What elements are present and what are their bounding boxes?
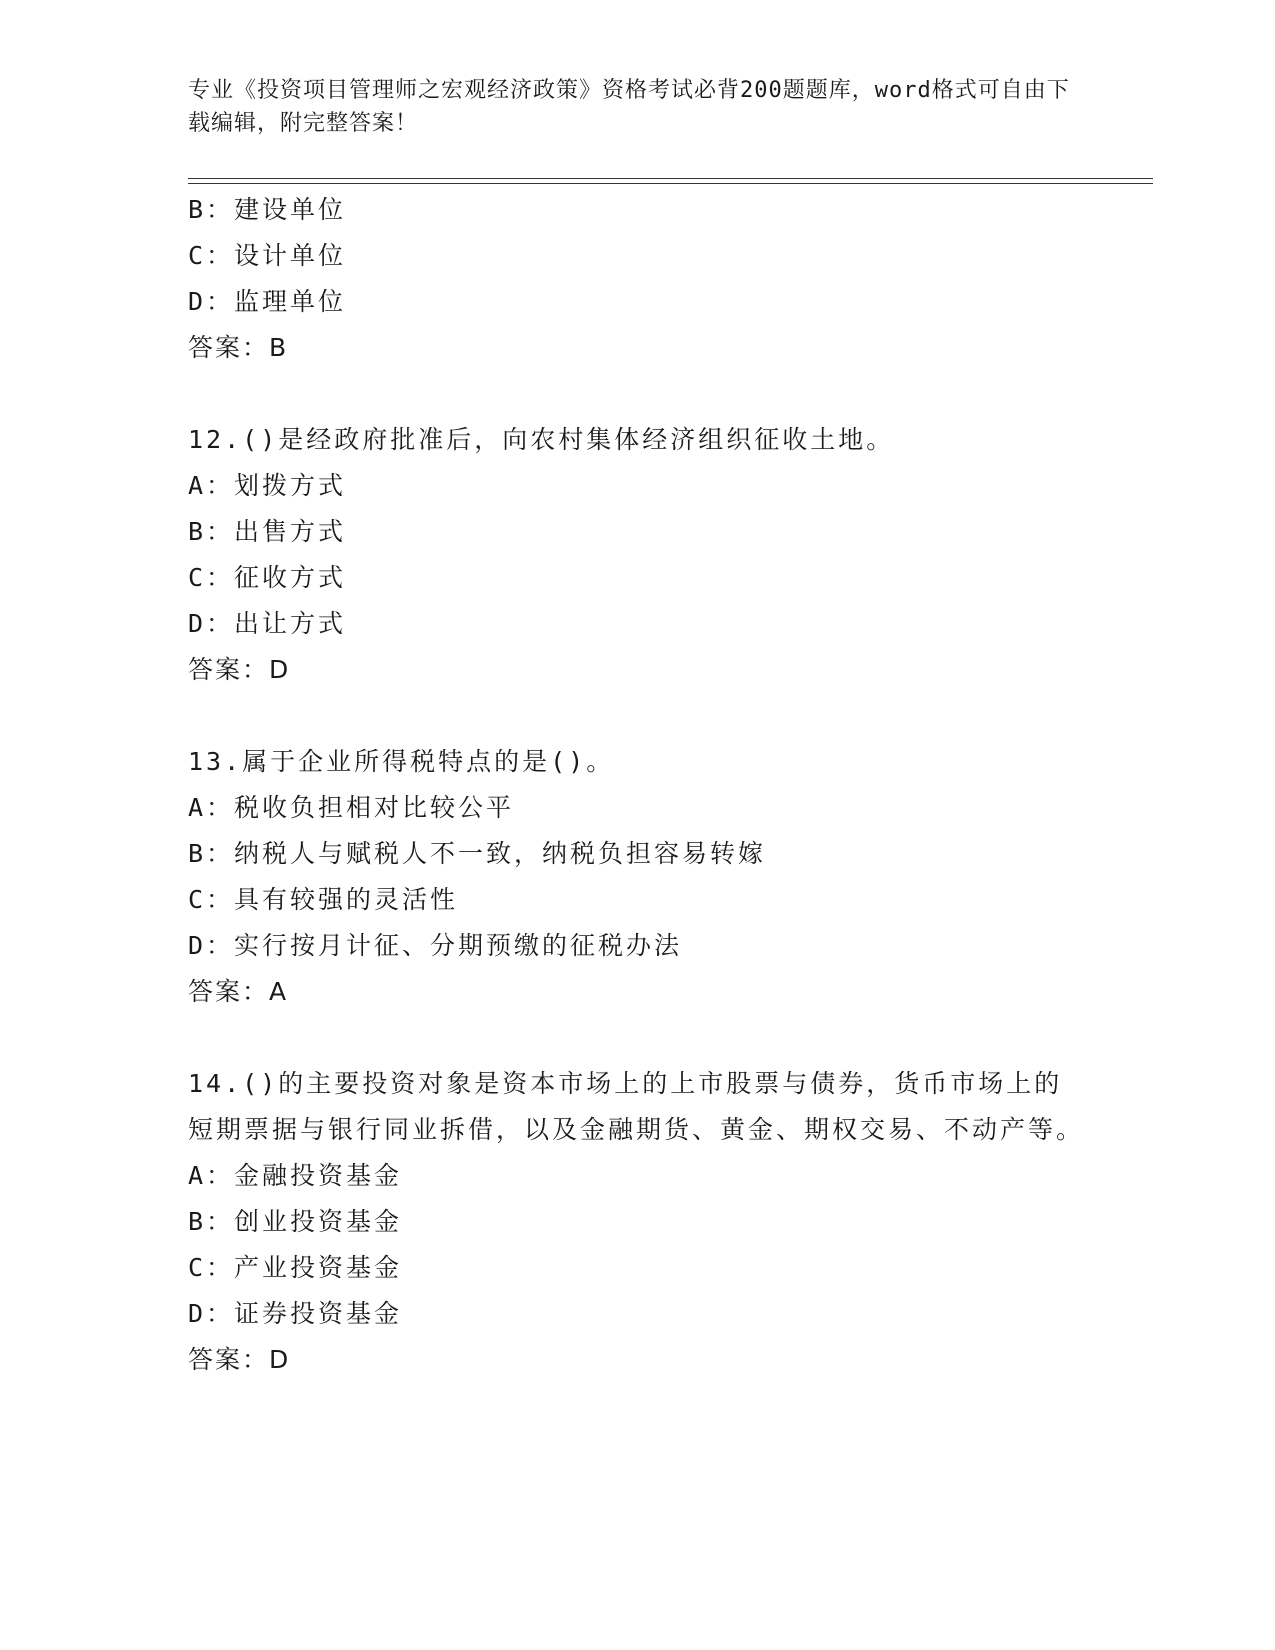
option-d: D：证券投资基金 xyxy=(188,1299,403,1328)
question-stem: 12.()是经政府批准后，向农村集体经济组织征收土地。 xyxy=(188,425,895,454)
question-12 xyxy=(188,417,1088,693)
question-stem: 14.()的主要投资对象是资本市场上的上市股票与债券，货币市场上的短期票据与银行同业拆借，以及金融期货、黄金、期权交易、不动产等。 xyxy=(188,1069,1085,1144)
option-a: A：划拨方式 xyxy=(188,471,347,500)
header-divider-bottom xyxy=(188,183,1153,184)
answer-line: 答案：D xyxy=(188,655,291,684)
answer-line: 答案：B xyxy=(188,333,289,362)
document-header: 专业《投资项目管理师之宏观经济政策》资格考试必背200题题库，word格式可自由下载编辑，附完整答案！ xyxy=(188,78,1070,136)
option-d: D：出让方式 xyxy=(188,609,347,638)
option-d: D：实行按月计征、分期预缴的征税办法 xyxy=(188,931,683,960)
question-14 xyxy=(188,1061,1088,1383)
question-list xyxy=(188,187,1088,1383)
option-c: C：征收方式 xyxy=(188,563,347,592)
question-13 xyxy=(188,739,1088,1015)
option-b: B：创业投资基金 xyxy=(188,1207,403,1236)
option-c: C：产业投资基金 xyxy=(188,1253,403,1282)
answer-line: 答案：A xyxy=(188,977,289,1006)
option-b: B：纳税人与赋税人不一致，纳税负担容易转嫁 xyxy=(188,839,767,868)
answer-line: 答案：D xyxy=(188,1345,291,1374)
option-d: D：监理单位 xyxy=(188,287,347,316)
option-b: B：建设单位 xyxy=(188,195,347,224)
question-stem: 13.属于企业所得税特点的是()。 xyxy=(188,747,615,776)
option-c: C：设计单位 xyxy=(188,241,347,270)
option-b: B：出售方式 xyxy=(188,517,347,546)
question-11-continued xyxy=(188,187,1088,371)
header-divider-top xyxy=(188,178,1153,179)
option-a: A：金融投资基金 xyxy=(188,1161,403,1190)
option-c: C：具有较强的灵活性 xyxy=(188,885,459,914)
option-a: A：税收负担相对比较公平 xyxy=(188,793,515,822)
